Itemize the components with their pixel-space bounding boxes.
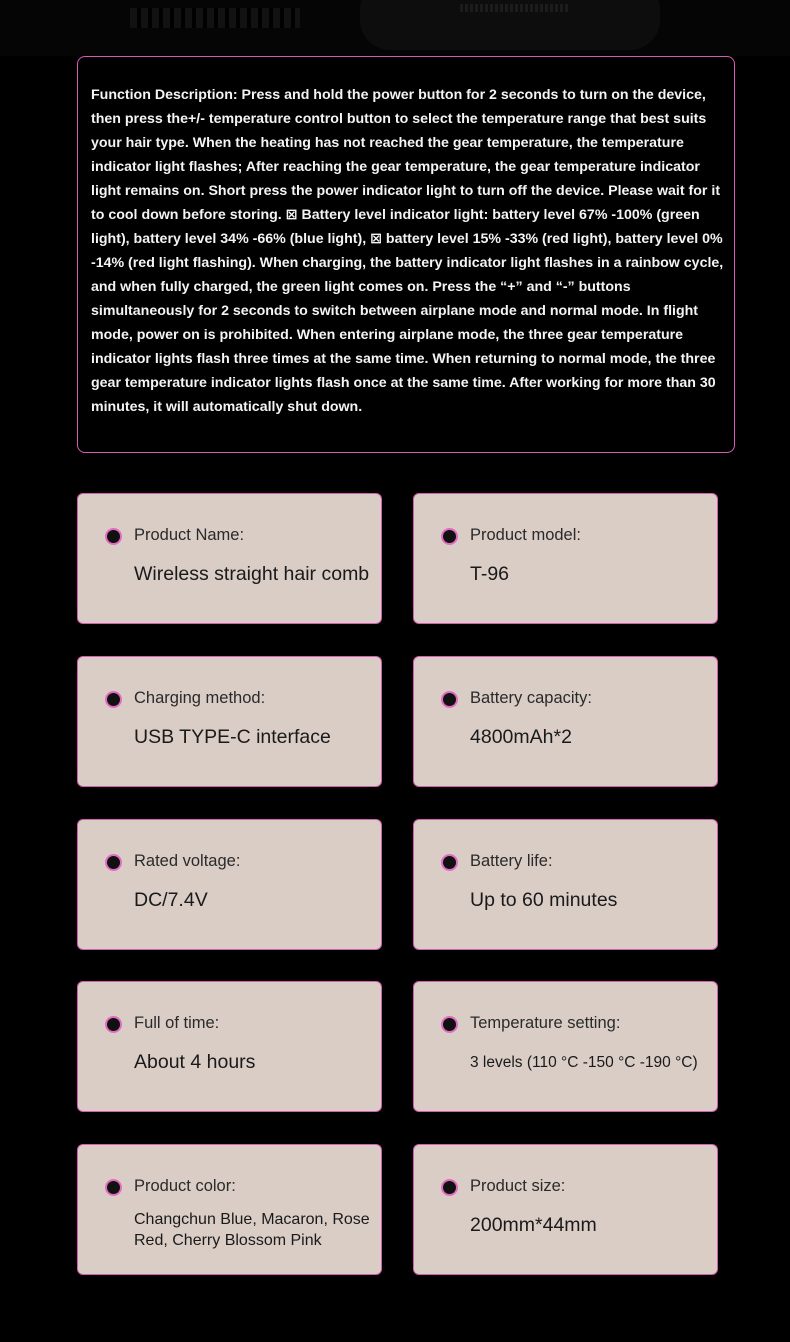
bullet-icon xyxy=(107,1181,120,1194)
bullet-icon xyxy=(443,1018,456,1031)
spec-value: T-96 xyxy=(470,563,510,585)
spec-label: Product Name: xyxy=(134,526,245,544)
spec-value: About 4 hours xyxy=(134,1051,256,1073)
spec-label: Battery life: xyxy=(470,852,553,870)
spec-label: Rated voltage: xyxy=(134,852,241,870)
spec-label: Temperature setting: xyxy=(470,1014,621,1032)
spec-label: Product color: xyxy=(134,1177,236,1195)
spec-card-product-name xyxy=(77,493,382,624)
spec-value: 200mm*44mm xyxy=(470,1214,597,1236)
decorative-board-marks xyxy=(460,4,570,12)
spec-card-product-size xyxy=(413,1144,718,1275)
bullet-icon xyxy=(107,693,120,706)
spec-label: Full of time: xyxy=(134,1014,220,1032)
bullet-icon xyxy=(107,856,120,869)
spec-card-full-of-time xyxy=(77,981,382,1112)
bullet-icon xyxy=(107,530,120,543)
bullet-icon xyxy=(443,693,456,706)
spec-label: Battery capacity: xyxy=(470,689,592,707)
spec-value: 3 levels (110 °C -150 °C -190 °C) xyxy=(470,1054,698,1071)
spec-card-charging-method xyxy=(77,656,382,787)
bullet-icon xyxy=(107,1018,120,1031)
spec-label: Product model: xyxy=(470,526,581,544)
spec-card-battery-life xyxy=(413,819,718,950)
spec-card-temperature-setting xyxy=(413,981,718,1112)
spec-value: Wireless straight hair comb xyxy=(134,563,370,585)
spec-card-product-model xyxy=(413,493,718,624)
spec-label: Product size: xyxy=(470,1177,566,1195)
spec-value: USB TYPE-C interface xyxy=(134,726,331,748)
spec-label: Charging method: xyxy=(134,689,266,707)
spec-card-battery-capacity xyxy=(413,656,718,787)
bullet-icon xyxy=(443,530,456,543)
spec-card-product-color xyxy=(77,1144,382,1275)
spec-value: 4800mAh*2 xyxy=(470,726,572,748)
spec-value: Changchun Blue, Macaron, Rose Red, Cherry Blossom Pink xyxy=(134,1211,370,1249)
function-description-box xyxy=(77,56,735,453)
spec-value: DC/7.4V xyxy=(134,889,208,911)
top-decorative-strip xyxy=(0,0,790,56)
bullet-icon xyxy=(443,856,456,869)
bullet-icon xyxy=(443,1181,456,1194)
spec-card-rated-voltage xyxy=(77,819,382,950)
decorative-pattern xyxy=(130,8,300,28)
function-description-text: Function Description: Press and hold the power button for 2 seconds to turn on the device, then press the+/- temperature control button to select the temperature range that best suits your hair type. When the heating has not reached the gear temperature, the temperature indicator light flashes; After reaching the gear temperature, the gear temperature indicator light remains on. Short press the power indicator light to turn off the device. Please wait for it to cool down before storing. ⊠ Battery level indicator light: battery level 67% -100% (green light), battery level 34% -66% (blue light), ⊠ battery level 15% -33% (red light), battery level 0% -14% (red light flashing). When charging, the battery indicator light flashes in a rainbow cycle, and when fully charged, the green light comes on. Press the “+” and “-” buttons simultaneously for 2 seconds to switch between airplane mode and normal mode. In flight mode, power on is prohibited. When entering airplane mode, the three gear temperature indicator lights flash three times at the same time. When returning to normal mode, the three gear temperature indicator lights flash once at the same time. After working for more than 30 minutes, it will automatically shut down. xyxy=(91,87,724,415)
spec-value: Up to 60 minutes xyxy=(470,889,618,911)
